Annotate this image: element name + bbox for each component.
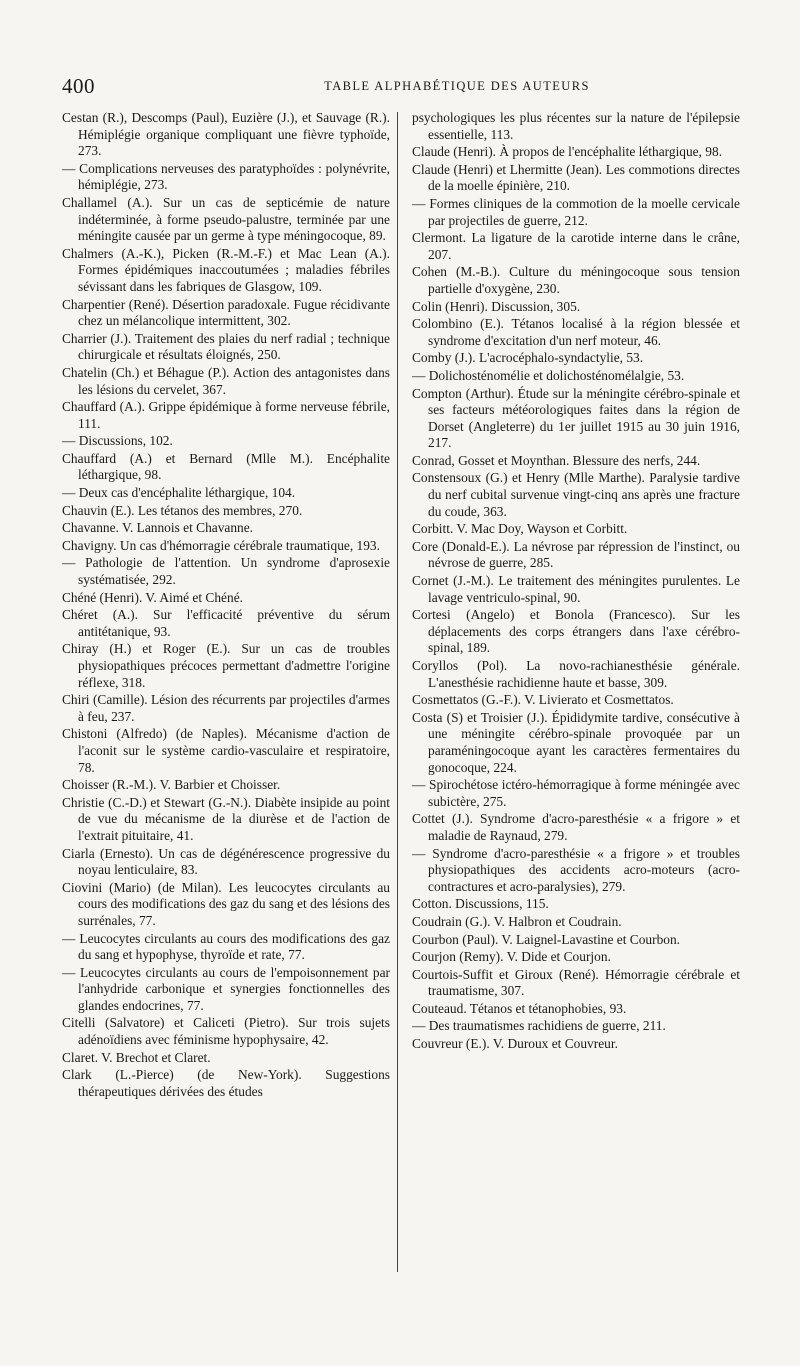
- index-entry: Constensoux (G.) et Henry (Mlle Marthe). Paralysie tardive du nerf cubital survenue vingt-cinq ans après une fracture du coude, 363.: [412, 470, 740, 519]
- index-entry: Cotton. Discussions, 115.: [412, 896, 549, 912]
- index-entry: Courjon (Remy). V. Dide et Courjon.: [412, 949, 611, 965]
- page-number: 400: [62, 74, 95, 98]
- index-entry: — Pathologie de l'attention. Un syndrome d'aprosexie systématisée, 292.: [62, 555, 390, 588]
- index-entry: — Complications nerveuses des paratyphoïdes : polynévrite, hémiplégie, 273.: [62, 160, 390, 193]
- index-entry: Cortesi (Angelo) et Bonola (Francesco). Sur les déplacements des corps étrangers dans l'axe cérébro-spinal, 189.: [412, 607, 740, 656]
- index-entry: Charpentier (René). Désertion paradoxale. Fugue récidivante chez un mélancolique intermittent, 302.: [62, 296, 390, 329]
- index-entry: — Deux cas d'encéphalite léthargique, 104.: [62, 485, 296, 501]
- index-entry: psychologiques les plus récentes sur la nature de l'épilepsie essentielle, 113.: [412, 110, 740, 142]
- index-entry: Chavanne. V. Lannois et Chavanne.: [62, 520, 254, 536]
- index-entry: Colombino (E.). Tétanos localisé à la région blessée et syndrome d'excitation d'un nerf moteur, 46.: [412, 316, 740, 348]
- index-entry: — Spirochétose ictéro-hémorragique à forme méningée avec subictère, 275.: [412, 777, 740, 809]
- index-entry: Cohen (M.-B.). Culture du méningocoque sous tension partielle d'oxygène, 230.: [412, 264, 740, 296]
- index-entry: Cornet (J.-M.). Le traitement des méningites purulentes. Le lavage ventriculo-spinal, 90.: [412, 573, 740, 605]
- index-entry: Charrier (J.). Traitement des plaies du nerf radial ; technique chirurgicale et résultats éloignés, 250.: [62, 330, 390, 363]
- index-entry: Costa (S) et Troisier (J.). Épididymite tardive, consécutive à une méningite cérébro-spinale provoquée par un paraméningocoque ayant les caractères fermentaires du gonocoque, 224.: [412, 709, 740, 775]
- index-entry: Chéret (A.). Sur l'efficacité préventive du sérum antitétanique, 93.: [62, 607, 390, 639]
- index-entry: Chéné (Henri). V. Aimé et Chéné.: [62, 589, 243, 605]
- index-entry: Chatelin (Ch.) et Béhague (P.). Action des antagonistes dans les lésions du cervelet, 367.: [62, 364, 390, 397]
- index-entry: Cosmettatos (G.-F.). V. Livierato et Cosmettatos.: [412, 692, 674, 708]
- index-entry: Corbitt. V. Mac Doy, Wayson et Corbitt.: [412, 521, 628, 537]
- index-entry: Challamel (A.). Sur un cas de septicémie de nature indéterminée, à forme pseudo-palustre, terminée par une méningite causée par un germe à type méningocoque, 89.: [62, 194, 390, 244]
- index-entry: Chauffard (A.) et Bernard (Mlle M.). Encéphalite léthargique, 98.: [62, 450, 390, 483]
- right-column: [412, 110, 740, 1054]
- index-entry: Citelli (Salvatore) et Caliceti (Pietro). Sur trois sujets adénoïdiens avec féminisme hypophysaire, 42.: [62, 1015, 390, 1048]
- index-entry: Chalmers (A.-K.), Picken (R.-M.-F.) et Mac Lean (A.). Formes épidémiques inaccoutumées ; maladies fébriles sévissant dans les fabriques de Glasgow, 109.: [62, 245, 390, 294]
- index-entry: Comby (J.). L'acrocéphalo-syndactylie, 53.: [412, 350, 644, 366]
- page-header: [62, 74, 752, 102]
- running-head: TABLE ALPHABÉTIQUE DES AUTEURS: [324, 79, 590, 93]
- index-entry: Claude (Henri) et Lhermitte (Jean). Les commotions directes de la moelle épinière, 210.: [412, 161, 740, 194]
- index-entry: Chistoni (Alfredo) (de Naples). Mécanisme d'action de l'aconit sur le système cardio-vasculaire et respiratoire, 78.: [62, 726, 390, 775]
- index-entry: Ciarla (Ernesto). Un cas de dégénérescence progressive du noyau lenticulaire, 83.: [62, 845, 390, 878]
- index-entry: Claude (Henri). À propos de l'encéphalite léthargique, 98.: [412, 144, 723, 160]
- index-entry: Chiray (H.) et Roger (E.). Sur un cas de troubles physiopathiques précoces permettant d'admettre l'origine réflexe, 318.: [62, 641, 390, 690]
- index-entry: Chauvin (E.). Les tétanos des membres, 270.: [62, 502, 303, 518]
- index-entry: Courbon (Paul). V. Laignel-Lavastine et Courbon.: [412, 931, 681, 947]
- index-entry: Christie (C.-D.) et Stewart (G.-N.). Diabète insipide au point de vue du mécanisme de la diurèse et de l'action de l'extrait pituitaire, 41.: [62, 794, 390, 843]
- left-column: [62, 110, 390, 1101]
- index-entry: Coryllos (Pol). La novo-rachianesthésie générale. L'anesthésie rachidienne haute et basse, 309.: [412, 658, 740, 690]
- column-divider: [397, 112, 398, 1272]
- index-entry: — Leucocytes circulants au cours de l'empoisonnement par l'anhydride carbonique et synergies fonctionnelles des glandes endocrines, 77.: [62, 964, 390, 1013]
- index-entry: Conrad, Gosset et Moynthan. Blessure des nerfs, 244.: [412, 452, 701, 468]
- index-entry: Claret. V. Brechot et Claret.: [62, 1049, 211, 1065]
- index-entry: Courtois-Suffit et Giroux (René). Hémorragie cérébrale et traumatisme, 307.: [412, 966, 740, 999]
- index-entry: Compton (Arthur). Étude sur la méningite cérébro-spinale et ses facteurs météorologiques faites dans la région de Dorset (Angleterre) du 1er juillet 1915 au 30 juin 1916, 217.: [412, 385, 740, 451]
- index-entry: Couteaud. Tétanos et tétanophobies, 93.: [412, 1000, 627, 1016]
- index-entry: — Des traumatismes rachidiens de guerre, 211.: [412, 1018, 666, 1034]
- index-entry: Clermont. La ligature de la carotide interne dans le crâne, 207.: [412, 230, 740, 262]
- index-entry: Clark (L.-Pierce) (de New-York). Suggestions thérapeutiques dérivées des études: [62, 1067, 390, 1099]
- index-entry: — Discussions, 102.: [62, 433, 173, 449]
- index-entry: Couvreur (E.). V. Duroux et Couvreur.: [412, 1036, 618, 1052]
- index-entry: — Formes cliniques de la commotion de la moelle cervicale par projectiles de guerre, 212.: [412, 195, 740, 228]
- index-entry: Chiri (Camille). Lésion des récurrents par projectiles d'armes à feu, 237.: [62, 692, 390, 724]
- index-entry: Cestan (R.), Descomps (Paul), Euzière (J.), et Sauvage (R.). Hémiplégie organique compliquant une fièvre typhoïde, 273.: [62, 110, 390, 159]
- index-entry: — Dolichosténomélie et dolichosténomélalgie, 53.: [412, 367, 685, 383]
- index-entry: Choisser (R.-M.). V. Barbier et Choisser.: [62, 777, 281, 793]
- index-entry: Chauffard (A.). Grippe épidémique à forme nerveuse fébrile, 111.: [62, 399, 390, 431]
- index-entry: Chavigny. Un cas d'hémorragie cérébrale traumatique, 193.: [62, 537, 380, 553]
- index-entry: — Syndrome d'acro-paresthésie « a frigore » et troubles physiopathiques des accidents acro-moteurs (acro-contractures et acro-paralysies), 279.: [412, 845, 740, 894]
- index-entry: Cottet (J.). Syndrome d'acro-paresthésie « a frigore » et maladie de Raynaud, 279.: [412, 811, 740, 843]
- index-entry: Colin (Henri). Discussion, 305.: [412, 298, 581, 314]
- index-entry: — Leucocytes circulants au cours des modifications des gaz du sang et hypophyse, thyroïde et rate, 77.: [62, 930, 390, 963]
- index-entry: Core (Donald-E.). La névrose par répression de l'instinct, ou névrose de guerre, 285.: [412, 538, 740, 571]
- index-entry: Coudrain (G.). V. Halbron et Coudrain.: [412, 913, 622, 929]
- index-entry: Ciovini (Mario) (de Milan). Les leucocytes circulants au cours des modifications des gaz du sang et des lésions des surrénales, 77.: [62, 879, 390, 928]
